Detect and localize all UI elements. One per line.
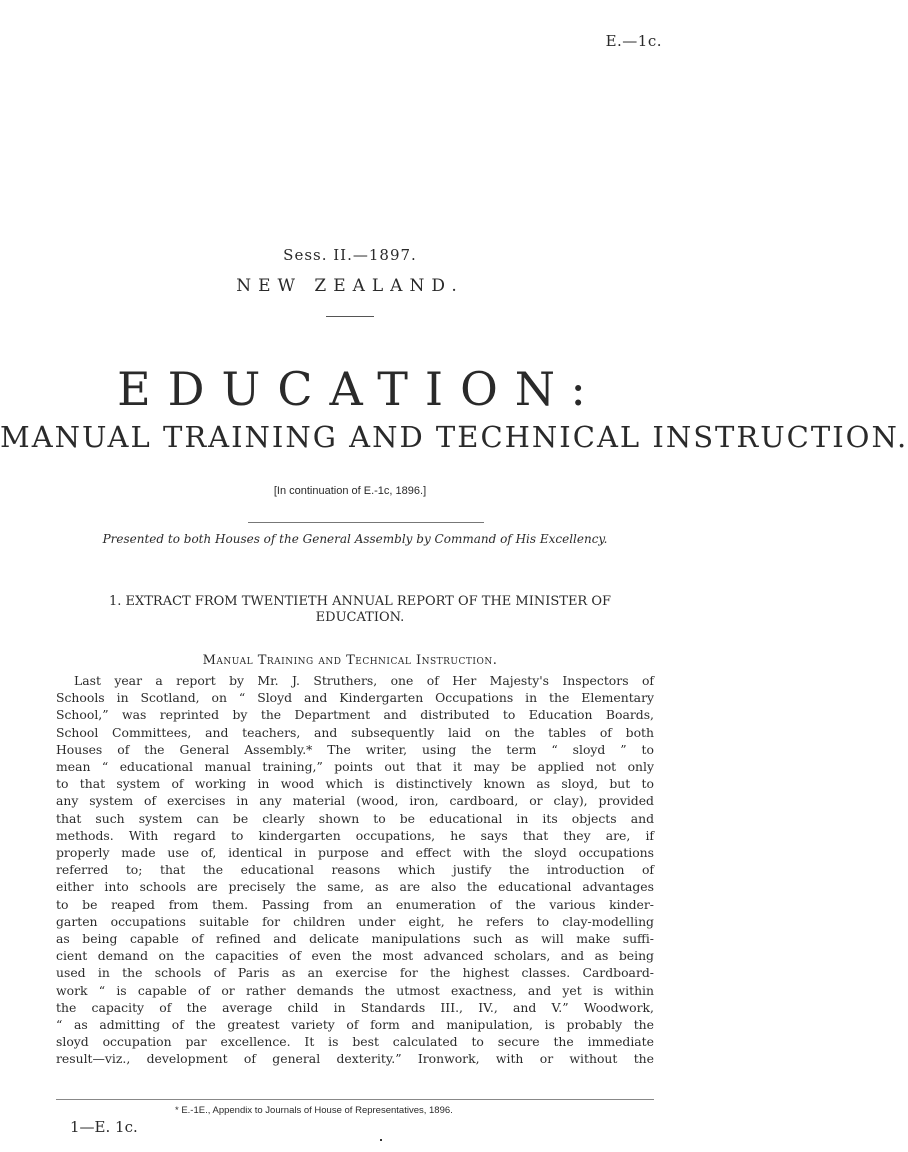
short-divider (326, 316, 374, 317)
body-line: used in the schools of Paris as an exercise for the highest classes. Cardboard- (56, 965, 654, 981)
body-line: “ as admitting of the greatest variety of form and manipulation, is probably the (56, 1017, 654, 1033)
body-paragraph (56, 672, 654, 1068)
extract-heading-line-2: EDUCATION. (315, 610, 405, 625)
body-line: sloyd occupation par excellence. It is best calculated to secure the immediate (56, 1034, 654, 1050)
body-line: any system of exercises in any material (wood, iron, cardboard, or clay), provided (56, 793, 654, 809)
presented-divider (248, 522, 484, 523)
paper-reference-bottom: 1—E. 1c. (70, 1118, 138, 1136)
main-title: EDUCATION: (117, 362, 603, 416)
session-line: Sess. II.—1897. (283, 246, 417, 264)
body-line: work “ is capable of or rather demands the utmost exactness, and yet is within (56, 982, 654, 998)
body-line: to be reaped from them. Passing from an enumeration of the various kinder- (56, 896, 654, 912)
body-line: methods. With regard to kindergarten occupations, he says that they are, if (56, 827, 654, 843)
body-line: garten occupations suitable for children under eight, he refers to clay-modelling (56, 913, 654, 929)
body-line: School,” was reprinted by the Department and distributed to Education Boards, (56, 707, 654, 723)
extract-heading (80, 594, 640, 626)
body-line: result—viz., development of general dexterity.” Ironwork, with or without the (56, 1051, 654, 1067)
body-line: to that system of working in wood which is distinctively known as sloyd, but to (56, 776, 654, 792)
footnote: * E.-1E., Appendix to Journals of House of Representatives, 1896. (175, 1105, 453, 1116)
continuation-note: [In continuation of E.-1c, 1896.] (273, 485, 427, 497)
presented-line: Presented to both Houses of the General Assembly by Command of His Excellency. (102, 532, 608, 546)
extract-heading-line-1: 1. EXTRACT FROM TWENTIETH ANNUAL REPORT OF THE MINISTER OF (108, 594, 612, 609)
paper-reference-top: E.—1c. (605, 32, 662, 50)
body-line: School Committees, and teachers, and subsequently laid on the tables of both (56, 724, 654, 740)
body-line: Last year a report by Mr. J. Struthers, one of Her Majesty's Inspectors of (74, 673, 654, 688)
body-line: mean “ educational manual training,” points out that it may be applied not only (56, 759, 654, 775)
body-line: Houses of the General Assembly.* The writer, using the term “ sloyd ” to (56, 741, 654, 757)
section-heading: Manual Training and Technical Instruction. (202, 653, 498, 668)
body-line: either into schools are precisely the same, as are also the educational advantages (56, 879, 654, 895)
body-line: properly made use of, identical in purpose and effect with the sloyd occupations (56, 845, 654, 861)
body-line: the capacity of the average child in Standards III., IV., and V.” Woodwork, (56, 999, 654, 1015)
footnote-divider (56, 1099, 654, 1100)
subtitle: MANUAL TRAINING AND TECHNICAL INSTRUCTION. (0, 420, 908, 454)
country-line: NEW ZEALAND. (236, 276, 464, 296)
body-line: Schools in Scotland, on “ Sloyd and Kindergarten Occupations in the Elementary (56, 690, 654, 706)
print-mark (380, 1139, 382, 1141)
body-line: as being capable of refined and delicate manipulations such as will make suffi- (56, 931, 654, 947)
body-line: referred to; that the educational reasons which justify the introduction of (56, 862, 654, 878)
body-line: that such system can be clearly shown to be educational in its objects and (56, 810, 654, 826)
body-line: cient demand on the capacities of even the most advanced scholars, and as being (56, 948, 654, 964)
